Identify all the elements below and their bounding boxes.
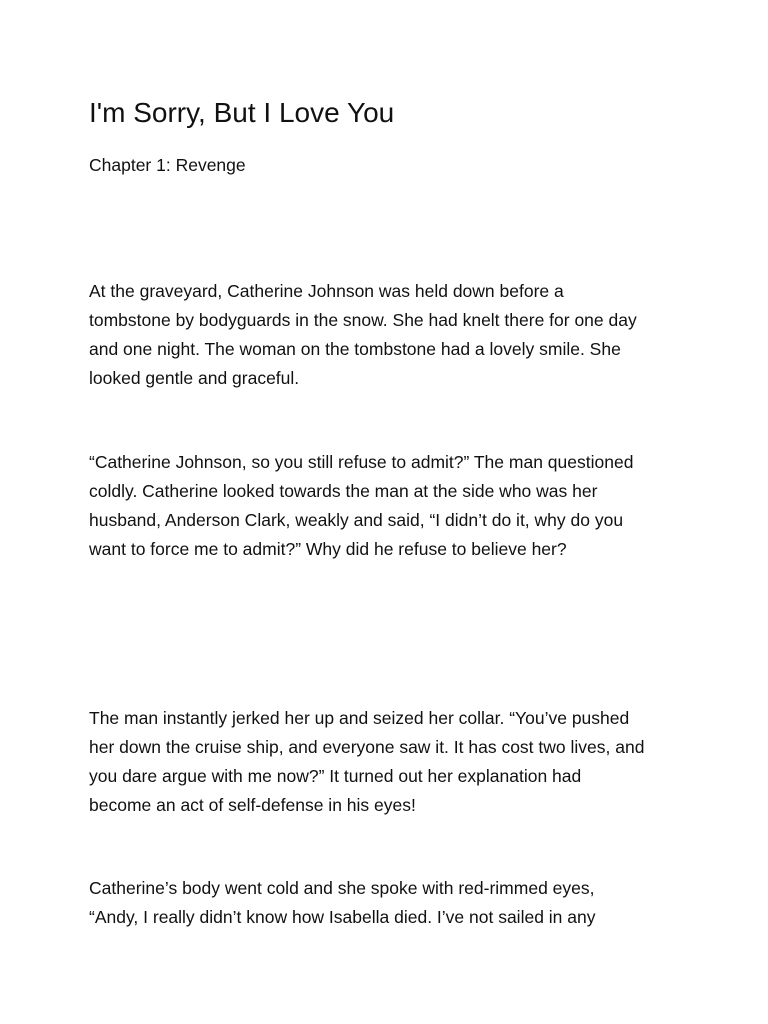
paragraph-1 (89, 277, 689, 393)
paragraph-line: looked gentle and graceful. (89, 368, 300, 388)
paragraph-line: Catherine’s body went cold and she spoke with red-rimmed eyes, (89, 878, 595, 898)
paragraph-line: At the graveyard, Catherine Johnson was held down before a (89, 281, 564, 301)
paragraph-line: husband, Anderson Clark, weakly and said, “I didn’t do it, why do you (89, 510, 624, 530)
paragraph-line: become an act of self-defense in his eyes! (89, 795, 416, 815)
paragraph-line: “Catherine Johnson, so you still refuse to admit?” The man questioned (89, 452, 634, 472)
document-title: I'm Sorry, But I Love You (89, 97, 395, 128)
paragraph-3 (89, 704, 689, 820)
chapter-heading: Chapter 1: Revenge (89, 155, 246, 175)
paragraph-4 (89, 874, 689, 932)
paragraph-line: her down the cruise ship, and everyone saw it. It has cost two lives, and (89, 737, 645, 757)
paragraph-line: and one night. The woman on the tombstone had a lovely smile. She (89, 339, 621, 359)
paragraph-line: “Andy, I really didn’t know how Isabella died. I’ve not sailed in any (89, 907, 596, 927)
paragraph-line: coldly. Catherine looked towards the man at the side who was her (89, 481, 598, 501)
paragraph-line: tombstone by bodyguards in the snow. She had knelt there for one day (89, 310, 637, 330)
paragraph-line: want to force me to admit?” Why did he refuse to believe her? (89, 539, 567, 559)
paragraph-line: you dare argue with me now?” It turned out her explanation had (89, 766, 582, 786)
paragraph-line: The man instantly jerked her up and seized her collar. “You’ve pushed (89, 708, 630, 728)
paragraph-2 (89, 448, 689, 564)
